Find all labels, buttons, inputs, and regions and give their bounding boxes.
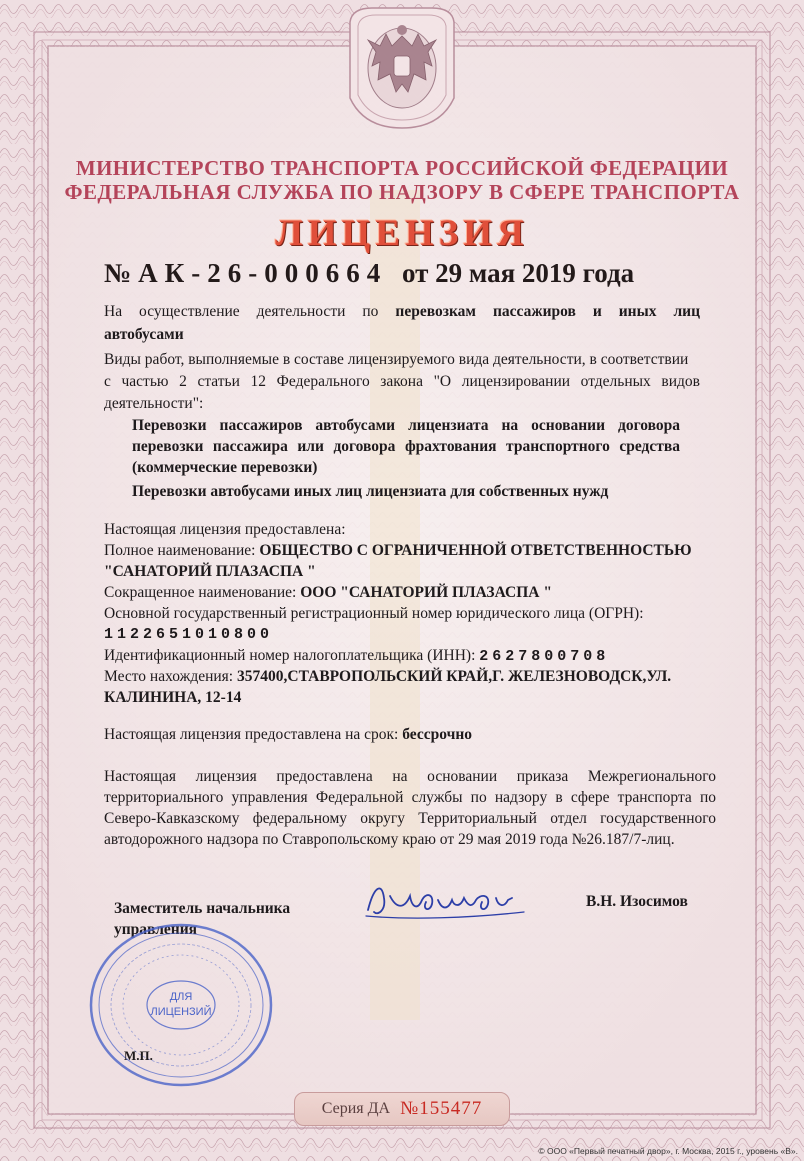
work-item-2: Перевозки автобусами иных лиц лицензиата для собственных нужд bbox=[132, 483, 609, 500]
signer-position-line2: управления bbox=[114, 921, 198, 938]
work-types-line1: Виды работ, выполняемые в составе лицензируемого вида деятельности, в соответствии bbox=[104, 351, 689, 368]
work-types-line3: деятельности": bbox=[104, 395, 204, 412]
work-item-1-line3: (коммерческие перевозки) bbox=[132, 459, 318, 476]
signer-name: В.Н. Изосимов bbox=[586, 893, 688, 910]
series-number: №155477 bbox=[400, 1098, 483, 1119]
inn-line bbox=[104, 646, 609, 666]
address-line bbox=[104, 667, 671, 686]
license-date: от 29 мая 2019 года bbox=[401, 258, 635, 288]
ministry-title: МИНИСТЕРСТВО ТРАНСПОРТА РОССИЙСКОЙ ФЕДЕРАЦИИ bbox=[75, 156, 729, 180]
handwritten-signature bbox=[360, 876, 530, 926]
emblem-icon bbox=[350, 8, 454, 128]
granted-to-label: Настоящая лицензия предоставлена: bbox=[104, 521, 346, 538]
address-value: 357400,СТАВРОПОЛЬСКИЙ КРАЙ,Г. ЖЕЛЕЗНОВОДСК,УЛ. bbox=[237, 668, 672, 685]
short-name-label: Сокращенное наименование: bbox=[104, 584, 297, 601]
activity-line bbox=[104, 302, 700, 321]
work-item-1-line2: перевозки пассажира или договора фрахтования транспортного средства bbox=[132, 438, 680, 455]
term-value: бессрочно bbox=[402, 726, 472, 743]
term-line bbox=[104, 725, 472, 744]
printer-footer: © ООО «Первый печатный двор», г. Москва, 2015 г., уровень «В». bbox=[538, 1146, 798, 1156]
address-value-cont: КАЛИНИНА, 12-14 bbox=[104, 689, 242, 706]
inn-value: 2627800708 bbox=[479, 648, 610, 665]
full-name-value-cont: "САНАТОРИЙ ПЛАЗАСПА " bbox=[104, 563, 316, 580]
signer-position-line1: Заместитель начальника bbox=[114, 900, 291, 917]
full-name-value: ОБЩЕСТВО С ОГРАНИЧЕННОЙ ОТВЕТСТВЕННОСТЬЮ bbox=[259, 542, 692, 559]
activity-type: перевозкам пассажиров и иных лиц bbox=[395, 303, 700, 320]
series-label: Серия ДА bbox=[321, 1100, 391, 1117]
stamp-text-line1: ДЛЯ bbox=[169, 991, 193, 1003]
full-name-line bbox=[104, 541, 692, 560]
license-number-line bbox=[104, 258, 634, 289]
license-number: №АК-26-000664 bbox=[104, 258, 388, 288]
official-stamp bbox=[86, 920, 276, 1095]
ogrn-value: 1122651010800 bbox=[104, 626, 274, 643]
seal-mark: М.П. bbox=[124, 1048, 153, 1063]
basis-line2: территориального управления Федеральной службы по надзору в сфере транспорта по bbox=[104, 789, 716, 806]
ogrn-label: Основной государственный регистрационный номер юридического лица (ОГРН): bbox=[104, 605, 644, 622]
work-item-1-line1: Перевозки пассажиров автобусами лицензиата на основании договора bbox=[132, 417, 680, 434]
basis-line4: автодорожного надзора по Ставропольскому краю от 29 мая 2019 года №26.187/7-лиц. bbox=[104, 831, 675, 848]
short-name-value: ООО "САНАТОРИЙ ПЛАЗАСПА " bbox=[300, 584, 552, 601]
basis-line1: Настоящая лицензия предоставлена на основании приказа Межрегионального bbox=[104, 768, 716, 785]
term-label: Настоящая лицензия предоставлена на срок: bbox=[104, 726, 399, 743]
activity-prefix: На осуществление деятельности по bbox=[104, 303, 379, 320]
activity-type-cont: автобусами bbox=[104, 326, 184, 343]
stamp-text-line2: ЛИЦЕНЗИЙ bbox=[150, 1006, 212, 1018]
full-name-label: Полное наименование: bbox=[104, 542, 256, 559]
basis-line3: Северо-Кавказскому федеральному округу Территориальный отдел государственного bbox=[104, 810, 716, 827]
service-title: ФЕДЕРАЛЬНАЯ СЛУЖБА ПО НАДЗОРУ В СФЕРЕ ТРАНСПОРТА bbox=[64, 180, 740, 204]
work-types-line2: с частью 2 статьи 12 Федерального закона "О лицензировании отдельных видов bbox=[104, 373, 700, 390]
series-plate bbox=[294, 1092, 510, 1126]
address-label: Место нахождения: bbox=[104, 668, 234, 685]
license-title: ЛИЦЕНЗИЯ bbox=[275, 213, 529, 254]
inn-label: Идентификационный номер налогоплательщика (ИНН): bbox=[104, 647, 476, 664]
short-name-line bbox=[104, 583, 552, 602]
